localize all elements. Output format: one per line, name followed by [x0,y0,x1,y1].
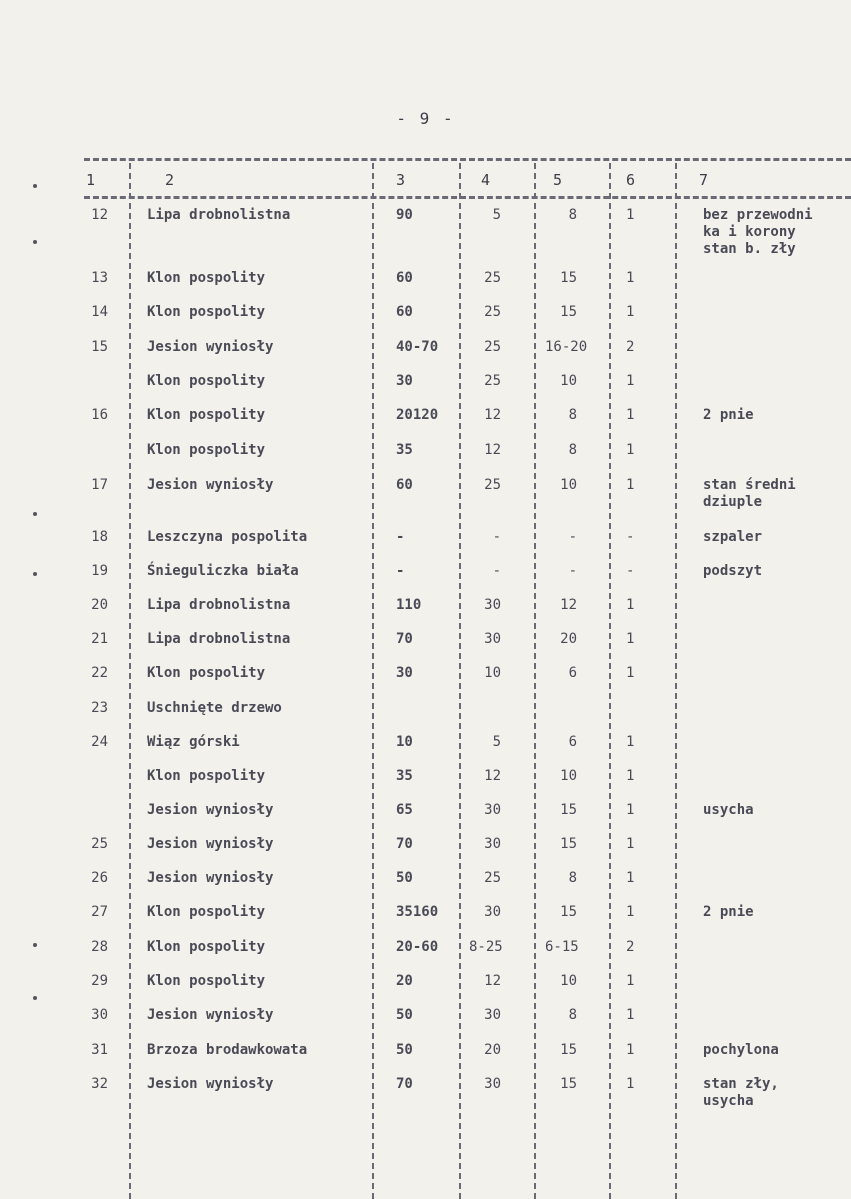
column-6-value: 1 [626,973,635,989]
column-divider-2 [372,163,374,1199]
species-name: Jesion wyniosły [147,1076,274,1092]
column-4-value: - [492,529,501,545]
column-4-value: 5 [492,734,501,750]
column-header-3: 3 [396,171,406,189]
column-6-value: 1 [626,304,635,320]
column-5-value: 8 [568,870,577,886]
column-6-value: 1 [626,407,635,423]
column-5-value: 15 [560,270,577,286]
column-5-value: 6 [568,734,577,750]
column-3-value: - [396,529,405,545]
column-6-value: 1 [626,270,635,286]
row-number: 31 [91,1042,108,1058]
remarks: stan średni dziuple [703,477,796,510]
column-5-value: 10 [560,768,577,784]
column-4-value: 12 [484,442,501,458]
column-4-value: 30 [484,1007,501,1023]
species-name: Klon pospolity [147,407,266,423]
column-3-value: 110 [396,597,422,613]
column-6-value: 1 [626,1076,635,1092]
margin-dot [33,184,37,188]
row-number: 13 [91,270,108,286]
remarks: usycha [703,802,754,818]
column-4-value: 8-25 [469,939,503,955]
column-6-value: 1 [626,207,635,223]
column-4-value: 25 [484,870,501,886]
row-number: 12 [91,207,108,223]
column-4-value: 30 [484,836,501,852]
species-name: Klon pospolity [147,270,266,286]
species-name: Jesion wyniosły [147,339,274,355]
column-6-value: 1 [626,373,635,389]
species-name: Lipa drobnolistna [147,597,291,613]
species-name: Klon pospolity [147,373,266,389]
column-5-value: 8 [568,442,577,458]
column-divider-1 [129,163,131,1199]
page-number: - 9 - [396,109,455,128]
species-name: Jesion wyniosły [147,802,274,818]
row-number: 22 [91,665,108,681]
column-6-value: 1 [626,836,635,852]
species-name: Klon pospolity [147,973,266,989]
row-number: 26 [91,870,108,886]
column-3-value: 20 [396,973,413,989]
column-4-value: 30 [484,597,501,613]
column-header-5: 5 [553,171,563,189]
column-4-value: 20 [484,1042,501,1058]
column-3-value: 50 [396,870,413,886]
column-3-value: 10 [396,734,413,750]
column-6-value: 1 [626,631,635,647]
column-4-value: 25 [484,339,501,355]
row-number: 16 [91,407,108,423]
row-number: 18 [91,529,108,545]
row-number: 27 [91,904,108,920]
row-number: 24 [91,734,108,750]
column-4-value: 25 [484,304,501,320]
row-number: 32 [91,1076,108,1092]
column-5-value: 10 [560,973,577,989]
column-divider-3 [459,163,461,1199]
row-number: 29 [91,973,108,989]
column-4-value: 10 [484,665,501,681]
species-name: Jesion wyniosły [147,1007,274,1023]
remarks: bez przewodni ka i korony stan b. zły [703,207,813,257]
column-6-value: 1 [626,870,635,886]
species-name: Wiąz górski [147,734,240,750]
column-5-value: 15 [560,904,577,920]
column-6-value: 1 [626,768,635,784]
column-6-value: 2 [626,939,635,955]
row-number: 25 [91,836,108,852]
row-number: 21 [91,631,108,647]
column-4-value: 30 [484,631,501,647]
margin-dot [33,572,37,576]
column-4-value: 30 [484,904,501,920]
column-divider-4 [534,163,536,1199]
remarks: stan zły, usycha [703,1076,779,1109]
column-5-value: 16-20 [545,339,588,355]
remarks: pochylona [703,1042,779,1058]
column-3-value: 60 [396,477,413,493]
column-5-value: 8 [568,407,577,423]
row-number: 28 [91,939,108,955]
column-6-value: 1 [626,904,635,920]
column-3-value: 90 [396,207,413,223]
species-name: Klon pospolity [147,904,266,920]
column-5-value: 10 [560,373,577,389]
column-3-value: 70 [396,836,413,852]
column-6-value: 1 [626,1042,635,1058]
column-5-value: 10 [560,477,577,493]
column-3-value: - [396,563,405,579]
species-name: Leszczyna pospolita [147,529,308,545]
species-name: Klon pospolity [147,442,266,458]
column-3-value: 20120 [396,407,439,423]
remarks: 2 pnie [703,904,754,920]
column-divider-6 [675,163,677,1199]
column-6-value: 1 [626,442,635,458]
column-5-value: 12 [560,597,577,613]
column-3-value: 70 [396,631,413,647]
column-5-value: 15 [560,304,577,320]
column-3-value: 60 [396,304,413,320]
column-5-value: 8 [568,207,577,223]
column-5-value: 15 [560,802,577,818]
column-3-value: 35 [396,442,413,458]
column-5-value: 8 [568,1007,577,1023]
column-3-value: 40-70 [396,339,439,355]
column-4-value: 12 [484,407,501,423]
column-5-value: 15 [560,1076,577,1092]
column-5-value: 15 [560,1042,577,1058]
column-6-value: 1 [626,734,635,750]
column-3-value: 30 [396,373,413,389]
species-name: Uschnięte drzewo [147,700,282,716]
column-4-value: 12 [484,973,501,989]
species-name: Jesion wyniosły [147,870,274,886]
column-header-7: 7 [699,171,709,189]
column-6-value: 1 [626,1007,635,1023]
species-name: Klon pospolity [147,304,266,320]
column-4-value: 25 [484,477,501,493]
column-4-value: 30 [484,1076,501,1092]
column-3-value: 20-60 [396,939,439,955]
column-3-value: 70 [396,1076,413,1092]
column-header-2: 2 [165,171,175,189]
column-5-value: 15 [560,836,577,852]
column-3-value: 60 [396,270,413,286]
column-3-value: 50 [396,1007,413,1023]
column-4-value: 30 [484,802,501,818]
species-name: Lipa drobnolistna [147,631,291,647]
column-header-6: 6 [626,171,636,189]
column-6-value: 1 [626,597,635,613]
column-6-value: - [626,563,635,579]
row-number: 30 [91,1007,108,1023]
column-divider-5 [609,163,611,1199]
remarks: 2 pnie [703,407,754,423]
column-6-value: 1 [626,477,635,493]
column-header-1: 1 [86,171,96,189]
species-name: Jesion wyniosły [147,477,274,493]
column-6-value: 1 [626,802,635,818]
margin-dot [33,512,37,516]
species-name: Klon pospolity [147,768,266,784]
margin-dot [33,996,37,1000]
column-3-value: 35 [396,768,413,784]
column-6-value: 1 [626,665,635,681]
row-number: 15 [91,339,108,355]
margin-dot [33,240,37,244]
row-number: 19 [91,563,108,579]
species-name: Jesion wyniosły [147,836,274,852]
column-3-value: 30 [396,665,413,681]
column-3-value: 65 [396,802,413,818]
column-4-value: - [492,563,501,579]
column-6-value: 2 [626,339,635,355]
margin-dot [33,943,37,947]
species-name: Klon pospolity [147,665,266,681]
column-3-value: 35160 [396,904,439,920]
column-3-value: 50 [396,1042,413,1058]
species-name: Klon pospolity [147,939,266,955]
remarks: szpaler [703,529,763,545]
column-5-value: 20 [560,631,577,647]
row-number: 14 [91,304,108,320]
column-4-value: 5 [492,207,501,223]
remarks: podszyt [703,563,763,579]
species-name: Śnieguliczka biała [147,563,299,579]
row-number: 23 [91,700,108,716]
column-header-4: 4 [481,171,491,189]
row-number: 17 [91,477,108,493]
column-5-value: - [568,563,577,579]
table-header-rule [84,196,851,199]
column-5-value: 6-15 [545,939,579,955]
column-4-value: 25 [484,270,501,286]
column-6-value: - [626,529,635,545]
species-name: Lipa drobnolistna [147,207,291,223]
column-4-value: 12 [484,768,501,784]
column-5-value: 6 [568,665,577,681]
row-number: 20 [91,597,108,613]
species-name: Brzoza brodawkowata [147,1042,308,1058]
column-4-value: 25 [484,373,501,389]
column-5-value: - [568,529,577,545]
table-top-rule [84,158,851,161]
